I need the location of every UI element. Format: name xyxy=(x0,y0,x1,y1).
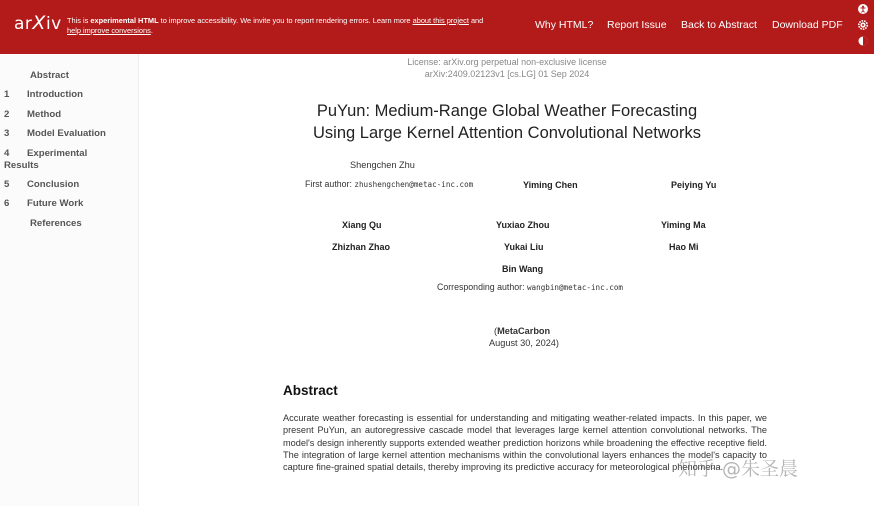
toc-label: Conclusion xyxy=(27,179,80,190)
author-name: Xiang Qu xyxy=(342,220,382,230)
first-author-name: Shengchen Zhu xyxy=(350,160,415,170)
toc-num: 6 xyxy=(4,198,10,209)
notice-bold: experimental HTML xyxy=(90,16,159,25)
why-html-link[interactable]: Why HTML? xyxy=(535,19,594,31)
about-project-link[interactable]: about this project xyxy=(412,16,469,25)
arxiv-logo[interactable] xyxy=(14,12,62,34)
corresponding-label: Corresponding author: xyxy=(437,282,527,292)
first-author-label: First author: xyxy=(305,179,355,189)
toc-num: 1 xyxy=(4,89,10,100)
affiliation xyxy=(494,326,550,336)
author-name: Yukai Liu xyxy=(504,242,544,252)
notice-text-3: and xyxy=(468,16,484,25)
notice-text-2: to improve accessibility. We invite you to report rendering errors. Learn more xyxy=(158,16,413,25)
toc-method[interactable] xyxy=(4,109,134,121)
toc-num: 2 xyxy=(4,109,10,120)
toc-introduction[interactable] xyxy=(4,89,134,101)
toc-label: Future Work xyxy=(27,198,84,209)
top-bar xyxy=(0,0,874,54)
toc-label: Method xyxy=(27,109,62,120)
toc-label: Introduction xyxy=(27,89,83,100)
paper-title-line-1: PuYun: Medium-Range Global Weather Forecasting xyxy=(316,102,698,120)
author-name: Yuxiao Zhou xyxy=(496,220,550,230)
author-name: Yiming Ma xyxy=(661,220,706,230)
header-icons xyxy=(858,4,870,52)
toc-abstract[interactable] xyxy=(4,70,134,82)
logo-text-x: X xyxy=(32,12,46,34)
experimental-notice xyxy=(67,16,507,36)
help-improve-link[interactable]: help improve conversions xyxy=(67,26,151,35)
zhihu-watermark: 知乎 @朱圣晨 xyxy=(678,458,799,480)
abstract-heading: Abstract xyxy=(283,383,338,398)
author-name: Hao Mi xyxy=(669,242,699,252)
paper-title-line-2: Using Large Kernel Attention Convolutional Networks xyxy=(313,124,701,142)
accessibility-icon[interactable] xyxy=(858,4,868,14)
download-pdf-link[interactable]: Download PDF xyxy=(772,19,843,31)
toc-experimental[interactable] xyxy=(4,148,134,160)
author-name: Yiming Chen xyxy=(523,180,578,190)
first-author-contact xyxy=(305,179,473,189)
toc-label: References xyxy=(30,218,82,229)
back-to-abstract-link[interactable]: Back to Abstract xyxy=(681,19,757,31)
abstract-text: Accurate weather forecasting is essential for understanding and mitigating weather-related impacts. In this paper, we present PuYun, an autoregressive cascade model that leverages large kernel attention convolutional networks. The model's design inherently supports extended weather prediction horizons while broadening the effective receptive field. The integration of large kernel attention mechanisms within the convolutional layers enhances the model's capacity to capture fine-grained spatial details, thereby improving its predictive accuracy for meteorological phenomena. xyxy=(283,413,767,473)
toc-label: Model Evaluation xyxy=(27,128,106,139)
paper-date: August 30, 2024) xyxy=(489,338,559,348)
toc-label: Abstract xyxy=(30,70,69,81)
corresponding-author xyxy=(437,282,623,292)
author-name: Peiying Yu xyxy=(671,180,717,190)
affiliation-name: MetaCarbon xyxy=(497,326,551,336)
toc-num: 4 xyxy=(4,148,10,159)
license-line: License: arXiv.org perpetual non-exclusive license xyxy=(407,57,607,67)
affiliation-paren: ( xyxy=(494,326,498,336)
first-author-email[interactable]: zhushengchen@metac-inc.com xyxy=(354,180,474,189)
report-issue-link[interactable]: Report Issue xyxy=(607,19,667,31)
toc-num: 5 xyxy=(4,179,10,190)
arxiv-id-line: arXiv:2409.02123v1 [cs.LG] 01 Sep 2024 xyxy=(424,69,590,79)
toc-conclusion[interactable] xyxy=(4,179,134,191)
toc-future-work[interactable] xyxy=(4,198,134,210)
table-of-contents xyxy=(0,54,139,506)
toc-model-evaluation[interactable] xyxy=(4,128,134,140)
toc-results[interactable] xyxy=(4,160,134,172)
author-name: Zhizhan Zhao xyxy=(332,242,390,252)
settings-icon[interactable] xyxy=(858,20,868,30)
logo-text-pre: ar xyxy=(14,14,33,34)
toc-references[interactable] xyxy=(4,218,134,230)
corresponding-email[interactable]: wangbin@metac-inc.com xyxy=(526,283,623,292)
toc-label: Results xyxy=(4,160,39,171)
theme-toggle-icon[interactable] xyxy=(858,36,868,46)
toc-label: Experimental xyxy=(27,148,88,159)
notice-text-4: . xyxy=(150,26,153,35)
notice-text-1: This is xyxy=(67,16,91,25)
logo-text-post: iv xyxy=(45,14,62,34)
toc-num: 3 xyxy=(4,128,10,139)
author-name: Bin Wang xyxy=(502,264,544,274)
